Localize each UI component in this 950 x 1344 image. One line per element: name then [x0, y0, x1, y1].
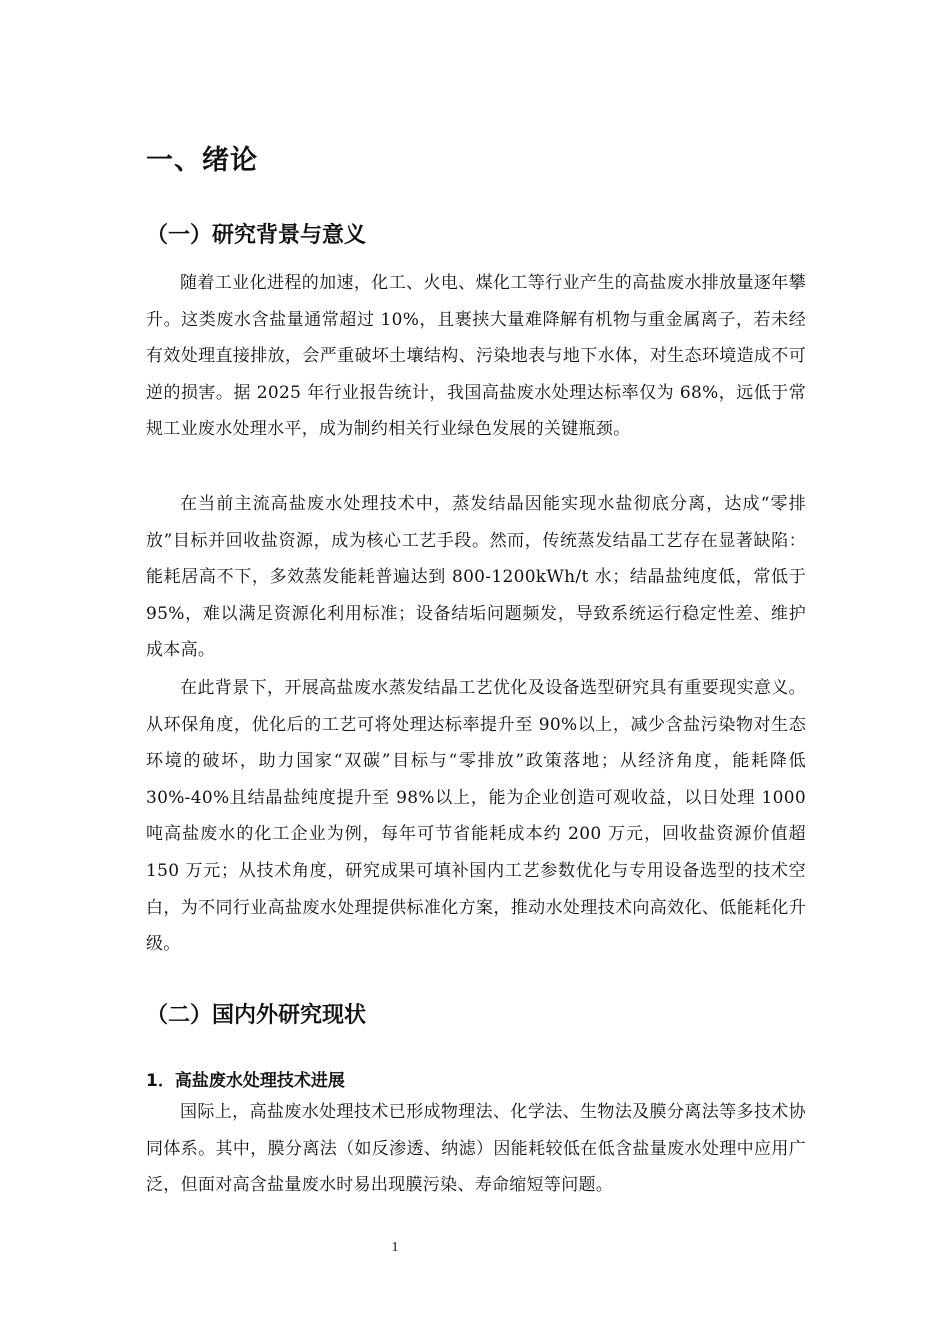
subsection-title-technology-progress: 1．高盐废水处理技术进展 — [146, 1071, 345, 1091]
section-title-research-status: （二）国内外研究现状 — [146, 1003, 367, 1028]
chapter-title: 一、绪论 — [146, 145, 258, 176]
section-title-background: （一）研究背景与意义 — [146, 223, 367, 248]
paragraph-technology-progress-1: 国际上，高盐废水处理技术已形成物理法、化学法、生物法及膜分离法等多技术协同体系。其中，膜分离法（如反渗透、纳滤）因能耗较低在低含盐量废水处理中应用广泛，但面对高含盐量废水时易出现膜污染、寿命缩短等问题。 — [146, 1102, 806, 1196]
paragraph-background-2: 在当前主流高盐废水处理技术中，蒸发结晶因能实现水盐彻底分离，达成“零排放”目标并回收盐资源，成为核心工艺手段。然而，传统蒸发结晶工艺存在显著缺陷：能耗居高不下，多效蒸发能耗普遍达到 800-1200kWh/t 水；结晶盐纯度低，常低于 95%，难以满足资源化利用标准；设备结垢问题频发，导致系统运行稳定性差、维护成本高。 — [146, 494, 806, 661]
paragraph-background-3: 在此背景下，开展高盐废水蒸发结晶工艺优化及设备选型研究具有重要现实意义。从环保角度，优化后的工艺可将处理达标率提升至 90%以上，减少含盐污染物对生态环境的破坏，助力国家“双碳”目标与“零排放”政策落地；从经济角度，能耗降低 30%-40%且结晶盐纯度提升至 98%以上，能为企业创造可观收益，以日处理 1000 吨高盐废水的化工企业为例，每年可节省能耗成本约 200 万元，回收盐资源价值超 150 万元；从技术角度，研究成果可填补国内工艺参数优化与专用设备选型的技术空白，为不同行业高盐废水处理提供标准化方案，推动水处理技术向高效化、低能耗化升级。 — [146, 678, 806, 955]
paragraph-background-1: 随着工业化进程的加速，化工、火电、煤化工等行业产生的高盐废水排放量逐年攀升。这类废水含盐量通常超过 10%，且裹挟大量难降解有机物与重金属离子，若未经有效处理直接排放，会严重破坏土壤结构、污染地表与地下水体，对生态环境造成不可逆的损害。据 2025 年行业报告统计，我国高盐废水处理达标率仅为 68%，远低于常规工业废水处理水平，成为制约相关行业绿色发展的关键瓶颈。 — [146, 273, 806, 440]
page-number: 1 — [391, 1240, 399, 1255]
